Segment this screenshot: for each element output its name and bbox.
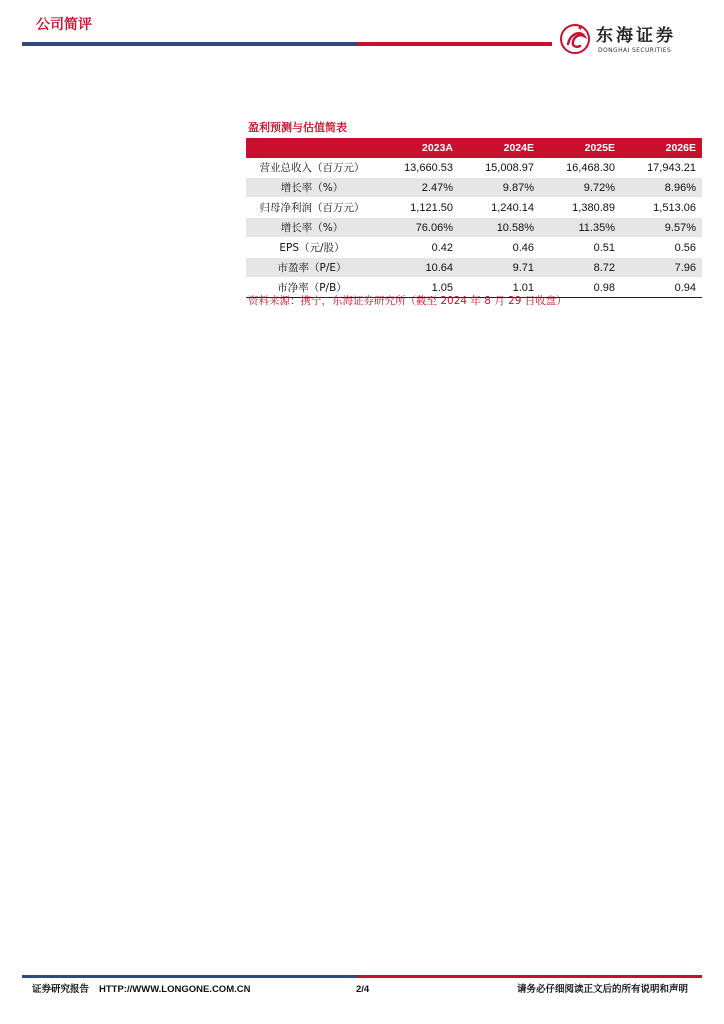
table-cell: 1,513.06 xyxy=(621,198,702,218)
table-cell: 0.46 xyxy=(459,238,540,258)
table-cell: 7.96 xyxy=(621,258,702,278)
table-cell: 13,660.53 xyxy=(378,158,459,178)
table-cell: 11.35% xyxy=(540,218,621,238)
logo-english-name: DONGHAI SECURITIES xyxy=(598,47,672,54)
footer-left xyxy=(32,984,250,996)
table-cell: 8.96% xyxy=(621,178,702,198)
table-cell: 0.51 xyxy=(540,238,621,258)
row-label: EPS（元/股） xyxy=(246,238,378,258)
table-row xyxy=(246,258,702,278)
table-cell: 9.72% xyxy=(540,178,621,198)
row-label: 市盈率（P/E） xyxy=(246,258,378,278)
table-title: 盈利预测与估值简表 xyxy=(248,121,347,134)
page-number: 2/4 xyxy=(356,984,370,995)
footer-divider xyxy=(22,975,702,978)
table-cell: 10.58% xyxy=(459,218,540,238)
table-row xyxy=(246,238,702,258)
section-title: 公司简评 xyxy=(36,17,92,33)
forecast-table-container xyxy=(246,138,702,298)
footer-disclaimer: 请务必仔细阅读正文后的所有说明和声明 xyxy=(516,984,688,995)
table-source-note: 资料来源：携宁，东海证券研究所（截至 2024 年 8 月 29 日收盘） xyxy=(248,295,567,307)
table-cell: 9.71 xyxy=(459,258,540,278)
table-cell: 1.05 xyxy=(378,278,459,298)
table-cell: 2.47% xyxy=(378,178,459,198)
table-cell: 0.42 xyxy=(378,238,459,258)
header-cell-2024e: 2024E xyxy=(459,138,540,158)
header-cell-2026e: 2026E xyxy=(621,138,702,158)
table-cell: 1,380.89 xyxy=(540,198,621,218)
table-cell: 10.64 xyxy=(378,258,459,278)
table-cell: 0.98 xyxy=(540,278,621,298)
row-label: 营业总收入（百万元） xyxy=(246,158,378,178)
row-label: 增长率（%） xyxy=(246,218,378,238)
table-cell: 17,943.21 xyxy=(621,158,702,178)
table-cell: 0.56 xyxy=(621,238,702,258)
row-label: 增长率（%） xyxy=(246,178,378,198)
table-cell: 0.94 xyxy=(621,278,702,298)
table-cell: 15,008.97 xyxy=(459,158,540,178)
header-cell-label xyxy=(246,138,378,158)
company-logo xyxy=(552,20,702,58)
table-row xyxy=(246,158,702,178)
forecast-table xyxy=(246,138,702,298)
table-header-row xyxy=(246,138,702,158)
table-cell: 9.57% xyxy=(621,218,702,238)
footer-url-link[interactable]: HTTP://WWW.LONGONE.COM.CN xyxy=(99,984,251,995)
table-row xyxy=(246,198,702,218)
table-cell: 1,240.14 xyxy=(459,198,540,218)
table-cell: 1,121.50 xyxy=(378,198,459,218)
row-label: 归母净利润（百万元） xyxy=(246,198,378,218)
table-row xyxy=(246,218,702,238)
header-cell-2025e: 2025E xyxy=(540,138,621,158)
table-cell: 9.87% xyxy=(459,178,540,198)
table-cell: 16,468.30 xyxy=(540,158,621,178)
table-row xyxy=(246,178,702,198)
table-cell: 8.72 xyxy=(540,258,621,278)
row-label: 市净率（P/B） xyxy=(246,278,378,298)
logo-chinese-name: 东海证券 xyxy=(596,26,676,46)
footer-report-label: 证券研究报告 xyxy=(32,984,90,995)
header-divider-blue xyxy=(22,42,357,46)
header-cell-2023a: 2023A xyxy=(378,138,459,158)
table-cell: 1.01 xyxy=(459,278,540,298)
table-cell: 76.06% xyxy=(378,218,459,238)
footer-divider-blue xyxy=(22,975,357,978)
footer-divider-red xyxy=(357,975,702,978)
dragon-logo-icon xyxy=(558,22,592,56)
